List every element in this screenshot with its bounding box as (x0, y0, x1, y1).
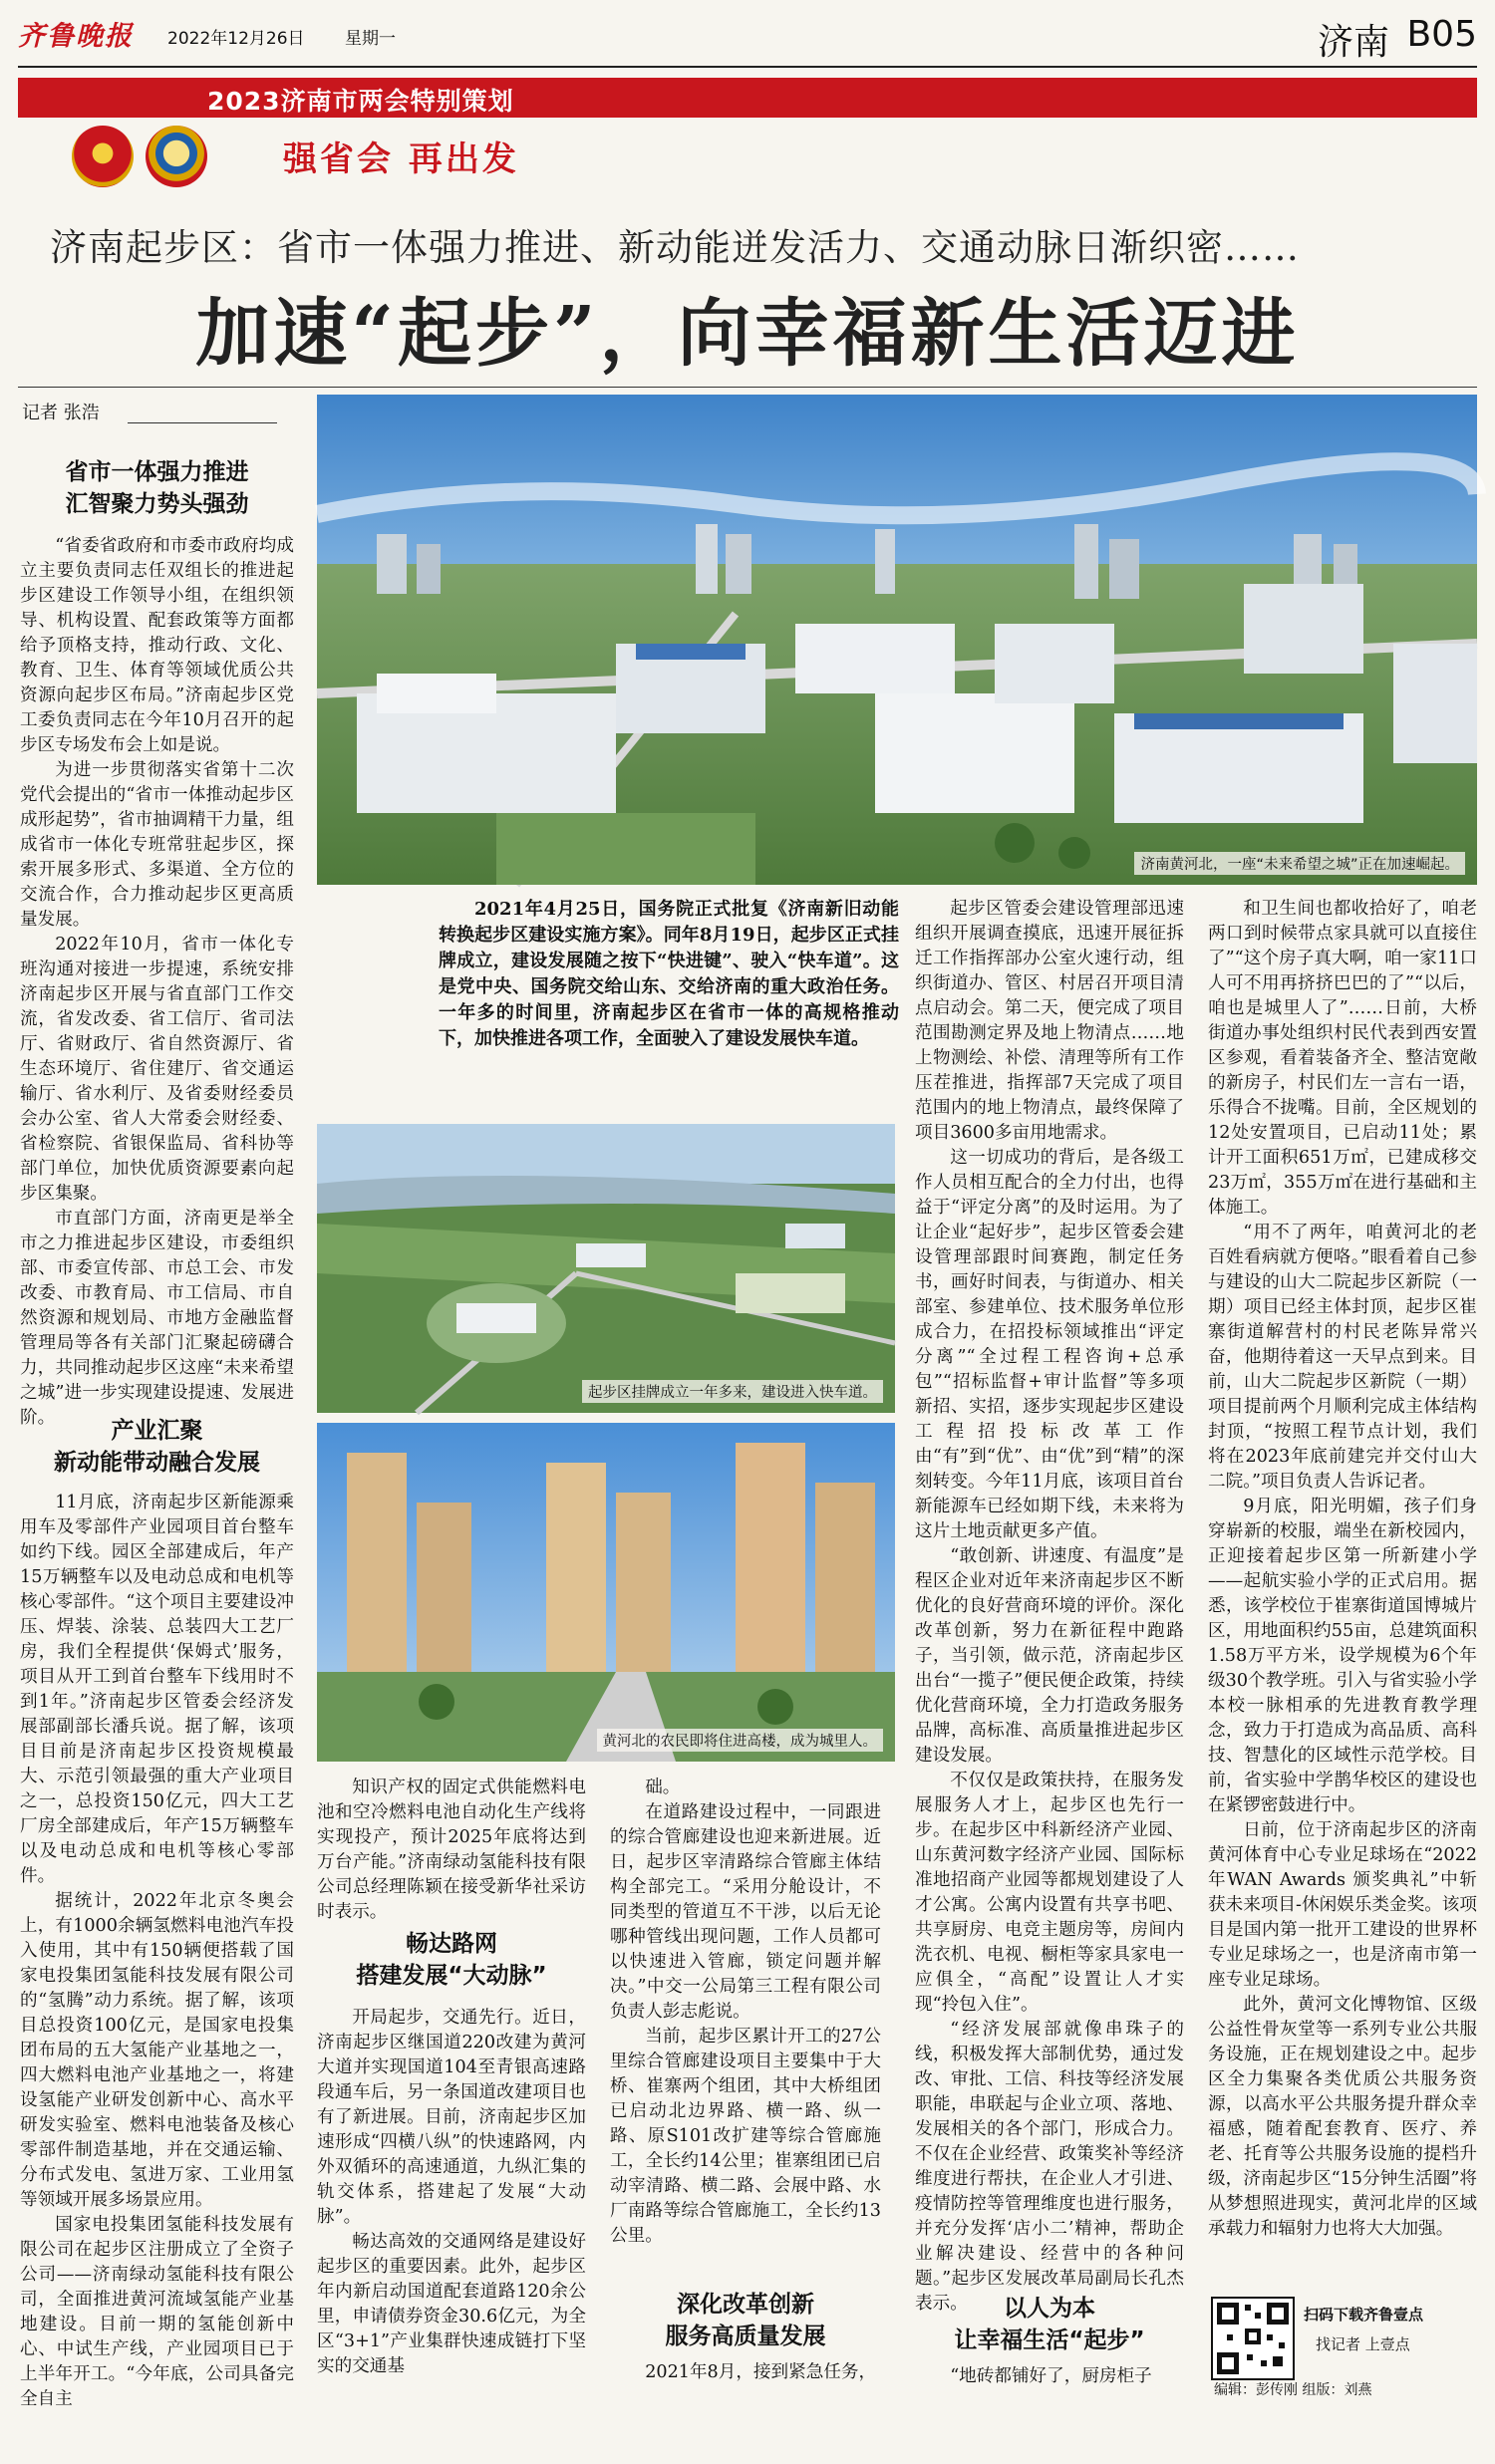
column-4 (915, 897, 1184, 2390)
column-5 (1208, 897, 1477, 2282)
paragraph: 当前，起步区累计开工的27公里综合管廊建设项目主要集中于大桥、崔寨两个组团，其中大桥组团已启动北边界路、横一路、纵一路、原S101改扩建等综合管廊施工，全长约14公里；崔寨组团已启动宰清路、横二路、会展中路、水厂南路等综合管廊施工，全长约13公里。 (610, 2027, 881, 2246)
qr-caption-1: 扫码下载齐鲁壹点 (1304, 2306, 1424, 2324)
paragraph: “敢创新、讲速度、有温度”是程区企业对近年来济南起步区不断优化的良好营商环境的评价。深化改革创新，努力在新征程中跑路子，当引领，做示范，济南起步区出台“一揽子”便民便企政策，持续优化营商环境，全力打造政务服务品牌，高标准、高质量推进起步区建设发展。 (915, 1546, 1184, 1766)
lead-text: 2021年4月25日，国务院正式批复《济南新旧动能转换起步区建设实施方案》。同年8月19日，起步区正式挂牌成立，建设发展随之按下“快进键”、驶入“快车道”。这是党中央、国务院交给山东、交给济南的重大政治任务。一年多的时间里，济南起步区在省市一体的高规格推动下，加快推进各项工作，全面驶入了建设发展快车道。 (439, 899, 899, 1049)
paragraph: 此外，黄河文化博物馆、区级公益性骨灰堂等一系列专业公共服务设施，正在规划建设之中。起步区全力集聚各类优质公共服务资源，以高水平公共服务提升群众幸福感，随着配套教育、医疗、养老、托育等公共服务设施的提档升级，济南起步区“15分钟生活圈”将从梦想照进现实，黄河北岸的区域承载力和辐射力也将大大加强。 (1208, 1995, 1477, 2239)
paragraph: 2022年10月，省市一体化专班沟通对接进一步提速，系统安排济南起步区开展与省直部门工作交流，省发改委、省工信厅、省司法厅、省财政厅、省自然资源厅、省生态环境厅、省住建厅、省交通运输厅、省水利厅、及省委财经委员会办公室、省人大常委会财经委、省检察院、省银保监局、省科协等部门单位，加快优质资源要素向起步区集聚。 (20, 935, 294, 1204)
masthead (18, 10, 1477, 68)
divider (18, 387, 1477, 388)
paragraph: 11月底，济南起步区新能源乘用车及零部件产业园项目首台整车如约下线。园区全部建成后，年产15万辆整车以及电动总成和电机等核心零部件。“这个项目主要建设冲压、焊装、涂装、总装四大工艺厂房，我们全程提供‘保姆式’服务，项目从开工到首台整车下线用时不到1年。”济南起步区管委会经济发展部副部长潘兵说。据了解，该项目目前是济南起步区投资规模最大、示范引领最强的重大产业项目之一，总投资150亿元，四大工艺厂房全部建成后，年产15万辆整车以及电动总成和电机等核心零部件。 (20, 1493, 294, 1886)
reporter-byline: 记者 张浩 (22, 403, 100, 423)
paragraph: “用不了两年，咱黄河北的老百姓看病就方便咯。”眼看着自己参与建设的山大二院起步区新院（一期）项目已经主体封顶，起步区崔寨街道解营村的村民老陈异常兴奋，他期待着这一天早点到来。目前，山大二院起步区新院（一期）项目提前两个月顺利完成主体结构封顶，“按照工程节点计划，我们将在2023年底前建完并交付山大二院。”项目负责人告诉记者。 (1208, 1223, 1477, 1492)
city-aerial-image (317, 395, 1477, 885)
paragraph: 为进一步贯彻落实省第十二次党代会提出的“省市一体推动起步区成形起势”，省市抽调精干力量，组成省市一体化专班常驻起步区，探索开展多形式、多渠道、全方位的交流合作，合力推动起步区更高质量发展。 (20, 760, 294, 930)
section-name: 济南 (1317, 22, 1389, 63)
photo-caption: 黄河北的农民即将住进高楼，成为城里人。 (597, 1729, 884, 1752)
paragraph: 国家电投集团氢能科技发展有限公司在起步区注册成立了全资子公司——济南绿动氢能科技有限公司，全面推进黄河流域氢能产业基地建设。目前一期的氢能创新中心、中试生产线，产业园项目已于上半年开工。“今年底，公司具备完全自主 (20, 2215, 294, 2409)
headline: 加速“起步”，向幸福新生活迈进 (195, 291, 1300, 377)
article-text (1208, 897, 1477, 2282)
column-1 (20, 456, 294, 2437)
paragraph: “省委省政府和市委市政府均成立主要负责同志任双组长的推进起步区建设工作领导小组，在组织领导、机构设置、配套政策等方面都给予顶格支持，推动行政、文化、教育、卫生、体育等领域优质公共资源向起步区布局。”济南起步区党工委负责同志在今年10月召开的起步区专场发布会上如是说。 (20, 536, 294, 755)
paragraph: 日前，位于济南起步区的济南黄河体育中心专业足球场在“2022年WAN Awards 颁奖典礼”中斩获未来项目-休闲娱乐类金奖。该项目是国内第一批开工建设的世界杯专业足球场之一，也是济南市第一座专业足球场。 (1208, 1820, 1477, 1990)
editor-credit: 编辑：彭传刚 组版：刘燕 (1214, 2382, 1372, 2398)
paragraph: 开局起步，交通先行。近日，济南起步区继国道220改建为黄河大道并实现国道104至青银高速路段通车后，另一条国道改建项目也有了新进展。目前，济南起步区加速形成“四横八纵”的快速路网，内外双循环的高速通道，九纵汇集的轨交体系，搭建起了发展“大动脉”。 (317, 2008, 586, 2227)
paragraph: 据统计，2022年北京冬奥会上，有1000余辆氢燃料电池汽车投入使用，其中有150辆便搭载了国家电投集团氢能科技发展有限公司的“氢腾”动力系统。据了解，该项目总投资100亿元，是国家电投集团布局的五大氢能产业基地之一，四大燃料电池产业基地之一，将建设氢能产业研发创新中心、高水平研发实验室、燃料电池装备及核心零部件制造基地，并在交通运输、分布式发电、氢进万家、工业用氢等领域开展多场景应用。 (20, 1891, 294, 2210)
paragraph: 不仅仅是政策扶持，在服务发展服务人才上，起步区也先行一步。在起步区中科新经济产业园、山东黄河数字经济产业园、国际标准地招商产业园等都规划建设了人才公寓。公寓内设置有共享书吧、共享厨房、电竞主题房等，房间内洗衣机、电视、橱柜等家具家电一应俱全，“高配”设置让人才实现“拎包入住”。 (915, 1771, 1184, 2015)
article-text (610, 1776, 881, 2279)
subheadline: 济南起步区：省市一体强力推进、新动能迸发活力、交通动脉日渐织密…… (50, 226, 1300, 269)
article-text (20, 534, 294, 1428)
column-3 (610, 1776, 881, 2386)
paragraph: “地砖都铺好了，厨房柜子 (950, 2366, 1152, 2386)
park-aerial-image (317, 1124, 895, 1413)
section-heading: 畅达路网 (406, 1931, 497, 1957)
page-number: B05 (1406, 14, 1477, 55)
article-text (317, 2006, 586, 2464)
special-banner (18, 78, 1477, 118)
section-heading: 产业汇聚 (111, 1418, 203, 1444)
paragraph: 础。 (645, 1778, 681, 1797)
paragraph: 和卫生间也都收拾好了，咱老两口到时候带点家具就可以直接住了”“这个房子真大啊，咱一家11口人可不用再挤挤巴巴的了”“以后，咱也是城里人了”……日前，大桥街道办事处组织村民代表到西安置区参观，看着装备齐全、整洁宽敞的新房子，村民们左一言右一语，乐得合不拢嘴。目前，全区规划的12处安置项目，已启动11处；累计开工面积651万㎡，已建成移交23万㎡，355万㎡在进行基础和主体施工。 (1208, 899, 1477, 1218)
article-text (317, 1776, 586, 1922)
paragraph: 在道路建设过程中，一同跟进的综合管廊建设也迎来新进展。近日，起步区宰清路综合管廊主体结构全部完工。“采用分舱设计，不同类型的管道互不干涉，以后无论哪种管线出现问题，工作人员都可以快速进入管廊，锁定问题并解决。”中交一公局第三工程有限公司负责人彭志彪说。 (610, 1802, 881, 2022)
section-heading: 新动能带动融合发展 (54, 1450, 260, 1476)
banner-title: 2023济南市两会特别策划 (207, 87, 514, 116)
paragraph: 这一切成功的背后，是各级工作人员相互配合的全力付出，也得益于“评定分离”的及时运用。为了让企业“起好步”，起步区管委会建设管理部跟时间赛跑，制定任务书，画好时间表，与街道办、相关部室、参建单位、技术服务单位形成合力，在招投标领域推出“评定分离”“全过程工程咨询+总承包”“招标监督+审计监督”等多项新招、实招，逐步实现起步区建设工程招投标改革工作由“有”到“优”、由“优”到“精”的深刻转变。今年11月底，该项目首台新能源车已经如期下线，未来将为这片土地贡献更多产值。 (915, 1148, 1184, 1541)
photo-caption: 济南黄河北，一座“未来希望之城”正在加速崛起。 (1134, 852, 1465, 875)
section-heading: 服务高质量发展 (665, 2324, 826, 2349)
section-heading: 省市一体强力推进 (65, 459, 249, 485)
section-heading: 让幸福生活“起步” (954, 2327, 1145, 2353)
paragraph: 起步区管委会建设管理部迅速组织开展调查摸底，迅速开展征拆迁工作指挥部办公室火速行动，组织街道办、管区、村居召开项目清点启动会。第二天，便完成了项目范围勘测定界及地上物清点……地上物测绘、补偿、清理等所有工作压茬推进，指挥部7天完成了项目范围内的地上物清点，最终保障了项目3600多亩用地需求。 (915, 899, 1184, 1143)
qr-code-pattern (1213, 2299, 1293, 2378)
qr-caption-2: 找记者 上壹点 (1316, 2335, 1410, 2353)
article-text (20, 1491, 294, 2437)
housing-image (317, 1423, 895, 1762)
issue-weekday: 星期一 (345, 29, 396, 49)
issue-date: 2022年12月26日 (167, 29, 305, 49)
lead-paragraph (439, 897, 899, 1136)
article-text (915, 2364, 1184, 2390)
slogan: 强省会 再出发 (283, 139, 519, 179)
byline-rule (128, 422, 277, 423)
article-text (610, 2360, 881, 2386)
column-2 (317, 1776, 586, 2464)
paragraph: 知识产权的固定式供能燃料电池和空冷燃料电池自动化生产线将实现投产，预计2025年底将达到万台产能。”济南绿动氢能科技有限公司总经理陈颖在接受新华社采访时表示。 (317, 1778, 586, 1922)
photo-city-aerial (317, 395, 1477, 885)
paragraph: 2021年8月，接到紧急任务， (645, 2362, 877, 2382)
photo-caption: 起步区挂牌成立一年多来，建设进入快车道。 (582, 1380, 883, 1403)
paragraph: 市直部门方面，济南更是举全市之力推进起步区建设，市委组织部、市委宣传部、市总工会、市发改委、市教育局、市工信局、市自然资源和规划局、市地方金融监督管理局等各有关部门汇聚起磅礴合力，共同推动起步区这座“未来希望之城”进一步实现建设提速、发展进阶。 (20, 1209, 294, 1428)
section-heading: 汇智聚力势头强劲 (65, 491, 249, 517)
paragraph: “经济发展部就像串珠子的线，积极发挥大部制优势，通过发改、审批、工信、科技等经济发展职能，串联起与企业立项、落地、发展相关的各个部门，形成合力。不仅在企业经营、政策奖补等经济维度进行帮扶，在企业人才引进、疫情防控等管理维度也进行服务，并充分发挥‘店小二’精神，帮助企业解决建设、经营中的各种问题。”起步区发展改革局副局长孔杰表示。 (915, 2020, 1184, 2314)
qr-code-icon[interactable] (1211, 2297, 1295, 2380)
photo-park-aerial (317, 1124, 895, 1413)
section-heading: 深化改革创新 (677, 2292, 814, 2318)
newspaper-logo: 齐鲁晚报 (18, 21, 134, 52)
section-heading: 以人为本 (1004, 2296, 1095, 2322)
photo-resettlement-housing (317, 1423, 895, 1762)
section-heading: 搭建发展“大动脉” (356, 1963, 547, 1989)
paragraph: 畅达高效的交通网络是建设好起步区的重要因素。此外，起步区年内新启动国道配套道路120余公里，申请债券资金30.6亿元，为全区“3+1”产业集群快速成链打下坚实的交通基 (317, 2232, 586, 2376)
cppcc-emblem-icon (146, 126, 207, 187)
national-emblem-icon (72, 126, 134, 187)
paragraph: 9月底，阳光明媚，孩子们身穿崭新的校服，端坐在新校园内，正迎接着起步区第一所新建小学——起航实验小学的正式启用。据悉，该学校位于崔寨街道国博城片区，用地面积约55亩，总建筑面积1.58万平方米，设学规模为6个年级30个教学班。引入与省实验小学本校一脉相承的先进教育教学理念，致力于打造成为高品质、高科技、智慧化的区域性示范学校。目前，省实验中学鹊华校区的建设也在紧锣密鼓进行中。 (1208, 1497, 1477, 1815)
